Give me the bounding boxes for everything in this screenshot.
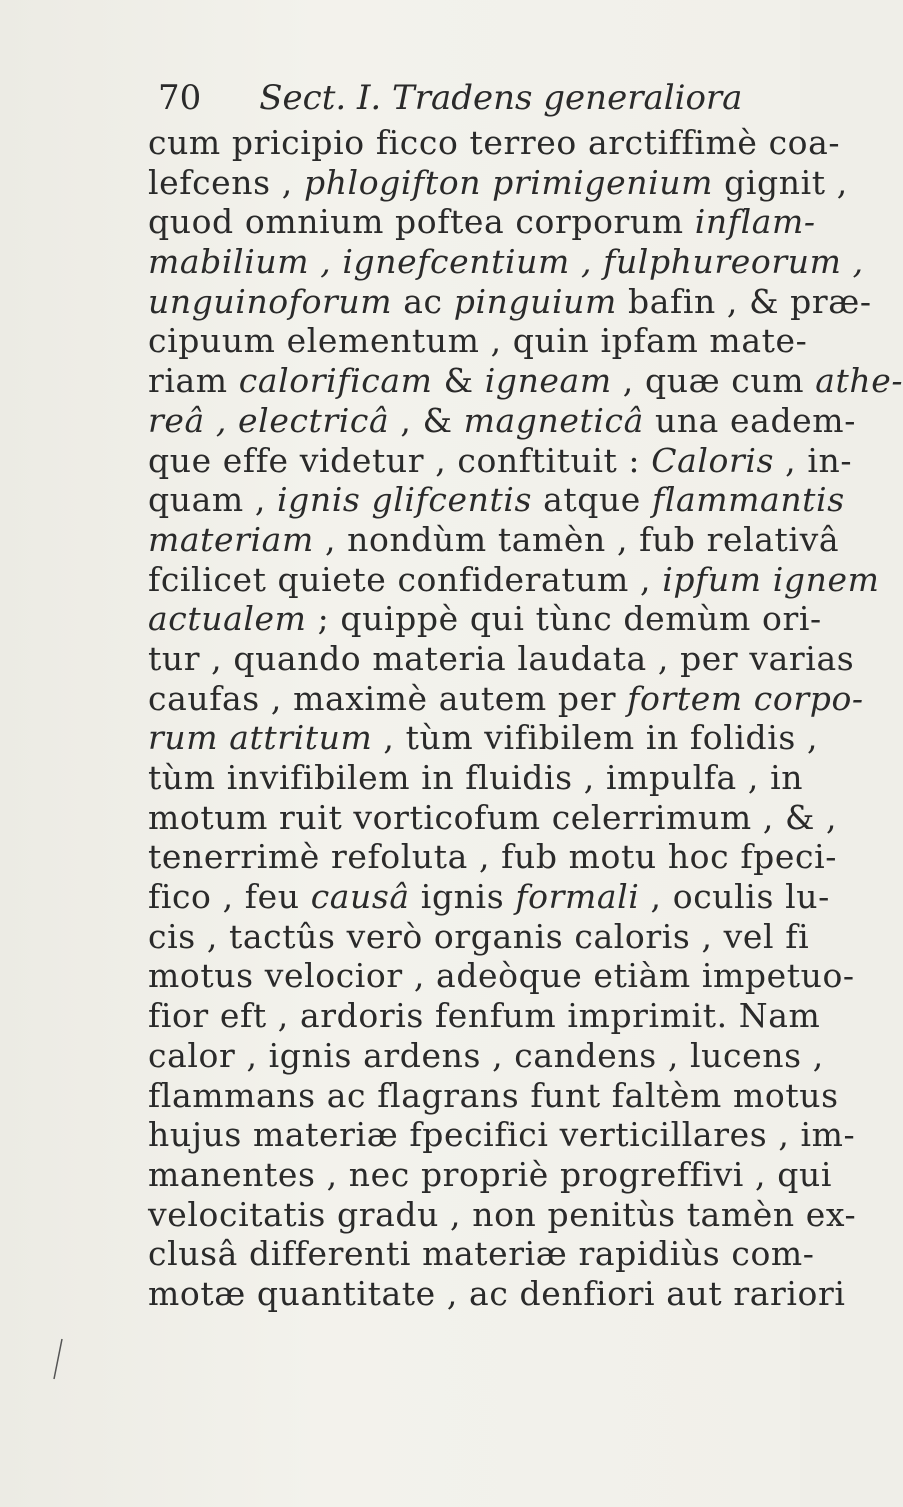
- text-segment: ignis: [409, 877, 516, 917]
- text-line: [148, 1194, 857, 1235]
- text-segment: ignis glifcentis: [277, 480, 532, 520]
- text-line: [148, 1035, 824, 1076]
- text-segment: inflam-: [694, 202, 816, 242]
- text-segment: unguinoforum: [148, 281, 393, 321]
- text-segment: riam: [148, 361, 239, 401]
- text-segment: caufas , maximè autem per: [148, 678, 628, 718]
- text-segment: ac: [392, 281, 454, 321]
- text-segment: flammantis: [652, 480, 845, 520]
- text-segment: bafin , & præ-: [616, 281, 872, 321]
- text-segment: actualem: [148, 599, 307, 639]
- text-line: [148, 1154, 832, 1195]
- running-title: Sect. I. Tradens generaliora: [259, 78, 743, 118]
- text-line: [148, 1115, 856, 1155]
- text-segment: atque: [532, 480, 653, 520]
- text-segment: , quæ cum: [611, 361, 816, 401]
- text-segment: &: [432, 361, 485, 401]
- text-line: [148, 480, 845, 520]
- text-segment: cum pricipio ficco terreo arctiffimè coa-: [148, 123, 841, 162]
- text-segment: hujus materiæ fpecifici verticillares , im-: [148, 1115, 856, 1155]
- text-segment: fcilicet quiete confideratum ,: [148, 559, 663, 599]
- text-segment: reâ , electricâ: [148, 400, 390, 440]
- text-segment: , nondùm tamèn , fub relativâ: [313, 519, 840, 559]
- text-segment: mabilium , ignefcentium , fulphureorum ,: [148, 242, 864, 282]
- text-segment: cipuum elementum , quin ipfam mate-: [148, 321, 808, 361]
- text-segment: calor , ignis ardens , candens , lucens ,: [148, 1035, 824, 1075]
- text-segment: tur , quando materia laudata , per varias: [148, 638, 855, 678]
- text-segment: materiam: [148, 519, 314, 559]
- text-line: [148, 797, 838, 838]
- text-segment: athe-: [815, 361, 903, 401]
- text-segment: formali: [515, 877, 640, 917]
- text-segment: motæ quantitate , ac denfiori aut rariori: [148, 1273, 846, 1313]
- text-segment: flammans ac flagrans funt faltèm motus: [148, 1075, 839, 1115]
- text-line: [148, 718, 819, 758]
- text-line: [148, 1234, 815, 1274]
- text-line: [148, 638, 855, 679]
- text-line: [148, 837, 837, 877]
- text-segment: ipfum ignem: [662, 559, 880, 599]
- text-segment: calorificam: [238, 361, 433, 401]
- text-line: [148, 916, 810, 957]
- body-text: [148, 123, 903, 1314]
- text-line: [148, 361, 903, 401]
- text-segment: que effe videtur , conftituit :: [148, 440, 652, 480]
- page-number: 70: [158, 78, 202, 118]
- text-line: [148, 678, 864, 719]
- text-segment: rum attritum: [148, 718, 373, 758]
- text-line: [148, 519, 840, 560]
- text-segment: , in-: [774, 440, 853, 480]
- text-line: [148, 1273, 846, 1314]
- text-segment: quam ,: [148, 480, 278, 520]
- text-segment: una eadem-: [643, 400, 856, 440]
- text-line: [148, 440, 853, 481]
- margin-mark: [52, 1338, 64, 1380]
- text-segment: motum ruit vorticofum celerrimum , & ,: [148, 797, 838, 837]
- text-segment: lefcens ,: [148, 162, 304, 202]
- text-line: [148, 123, 841, 163]
- text-segment: velocitatis gradu , non penitùs tamèn ex-: [148, 1194, 857, 1234]
- text-segment: ; quippè qui tùnc demùm ori-: [306, 599, 822, 639]
- text-line: [148, 599, 822, 639]
- running-header: [158, 78, 743, 122]
- text-segment: tenerrimè refoluta , fub motu hoc fpeci-: [148, 837, 837, 877]
- text-line: [148, 559, 880, 600]
- text-segment: phlogifton primigenium: [303, 162, 714, 202]
- text-line: [148, 162, 848, 203]
- text-segment: causâ: [310, 877, 410, 917]
- text-segment: tùm invifibilem in fluidis , impulfa , in: [148, 758, 804, 797]
- text-segment: fortem corpo-: [627, 678, 864, 718]
- text-segment: fior eft , ardoris fenfum imprimit. Nam: [148, 996, 821, 1036]
- text-segment: quod omnium poftea corporum: [148, 202, 695, 242]
- text-line: [148, 242, 864, 282]
- text-segment: , oculis lu-: [639, 877, 830, 917]
- text-segment: gignit ,: [713, 162, 848, 202]
- text-segment: pinguium: [453, 281, 617, 321]
- text-segment: clusâ differenti materiæ rapidiùs com-: [148, 1234, 815, 1274]
- text-line: [148, 877, 830, 917]
- text-segment: manentes , nec propriè progreffivi , qui: [148, 1154, 832, 1194]
- text-segment: , tùm vifibilem in folidis ,: [372, 718, 819, 758]
- text-segment: magneticâ: [463, 400, 644, 440]
- text-line: [148, 281, 872, 322]
- text-line: [148, 956, 855, 996]
- text-segment: Caloris: [651, 440, 775, 480]
- text-line: [148, 321, 808, 361]
- text-line: [148, 202, 816, 242]
- text-line: [148, 1075, 839, 1116]
- text-line: [148, 996, 821, 1036]
- text-segment: fico , feu: [148, 877, 311, 917]
- text-segment: cis , tactûs verò organis caloris , vel fi: [148, 916, 810, 956]
- text-line: [148, 400, 856, 441]
- text-segment: igneam: [484, 361, 612, 401]
- text-segment: motus velocior , adeòque etiàm impetuo-: [148, 956, 855, 996]
- text-segment: , &: [389, 400, 464, 440]
- text-line: [148, 758, 804, 798]
